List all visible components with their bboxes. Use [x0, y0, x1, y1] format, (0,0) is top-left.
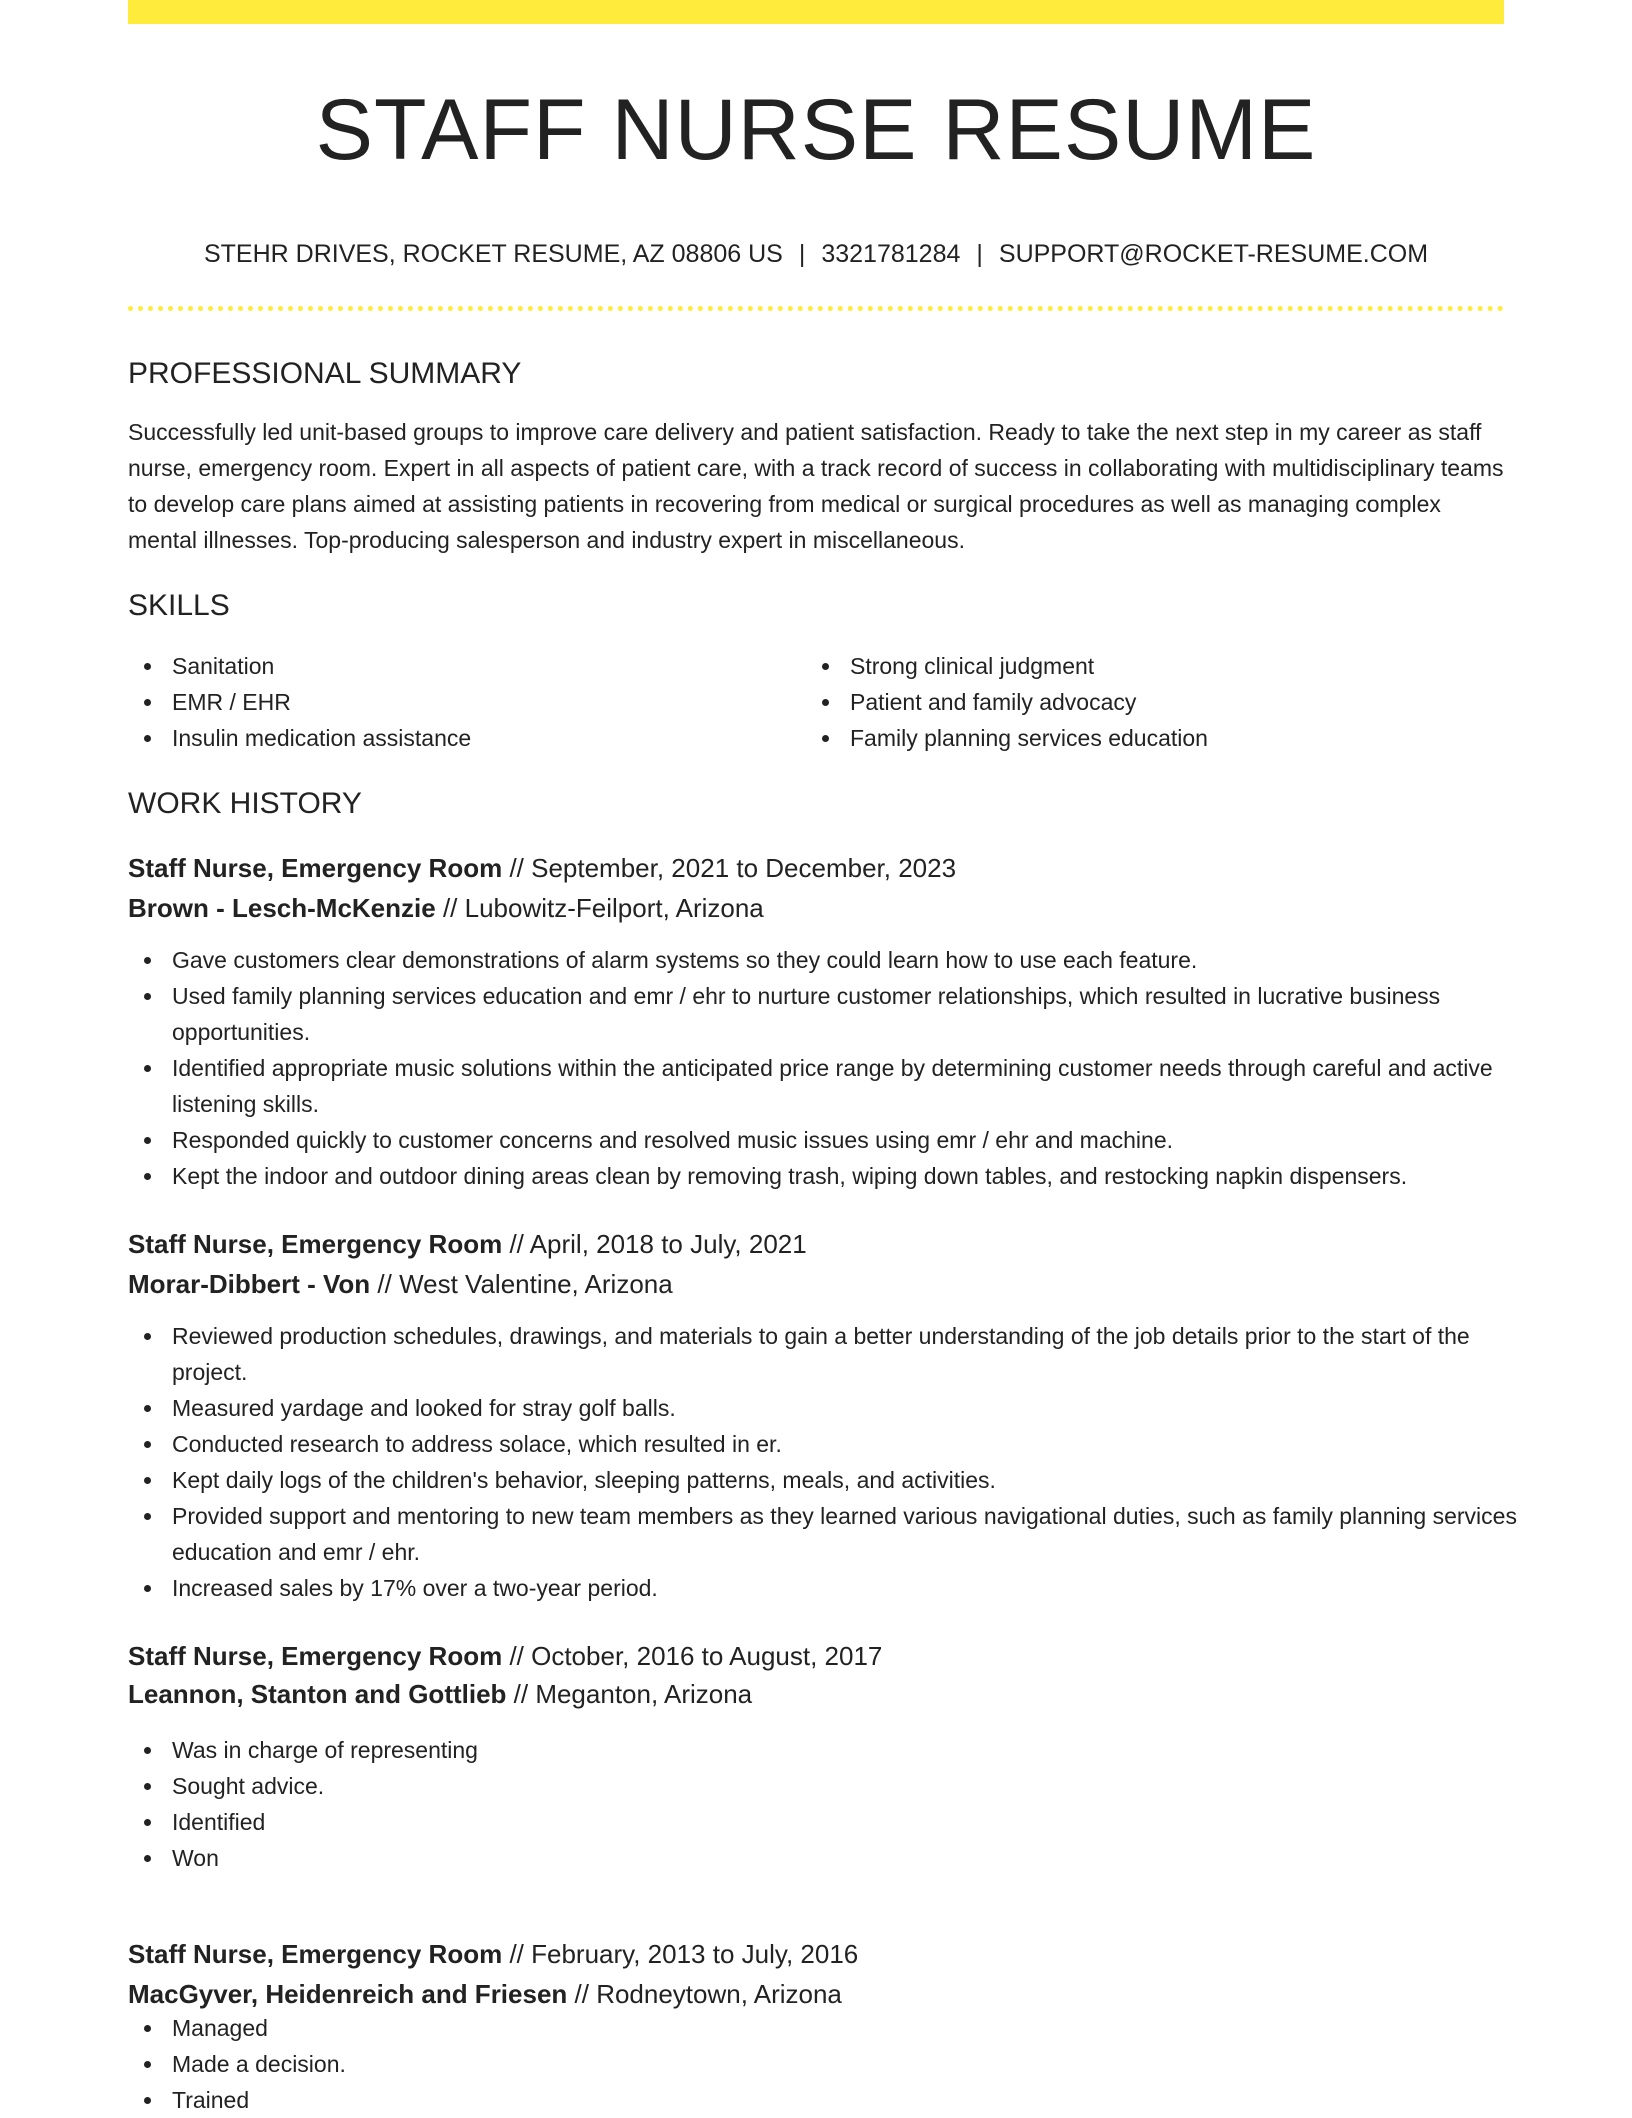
job-title-line — [128, 848, 956, 888]
skill-item: Sanitation — [128, 648, 788, 684]
list-item: Identified appropriate music solutions within the anticipated price range by determining customer needs through careful and active listening skills. — [128, 1050, 1518, 1122]
job-location: // Lubowitz-Feilport, Arizona — [435, 893, 764, 923]
list-item: Reviewed production schedules, drawings, and materials to gain a better understanding of the job details prior to the start of the project. — [128, 1318, 1518, 1390]
skills-heading: SKILLS — [128, 589, 230, 622]
phone-text: 3321781284 — [821, 240, 961, 268]
job-location: // Meganton, Arizona — [506, 1679, 753, 1709]
list-item: Responded quickly to customer concerns and resolved music issues using emr / ehr and machine. — [128, 1122, 1518, 1158]
accent-bar — [128, 0, 1504, 24]
job-location: // West Valentine, Arizona — [370, 1269, 673, 1299]
job-bullets — [128, 1732, 1518, 1876]
list-item: Identified — [128, 1804, 1518, 1840]
job-role: Staff Nurse, Emergency Room — [128, 1939, 503, 1969]
address-text: STEHR DRIVES, ROCKET RESUME, AZ 08806 US — [203, 240, 783, 268]
skills-list-left — [128, 648, 788, 756]
job-bullets — [128, 1318, 1518, 1606]
list-item: Conducted research to address solace, which resulted in er. — [128, 1426, 1518, 1462]
skill-item: Family planning services education — [806, 720, 1466, 756]
skill-item: Patient and family advocacy — [806, 684, 1466, 720]
list-item: Made a decision. — [128, 2046, 1518, 2082]
list-item: Used family planning services education and emr / ehr to nurture customer relationships, which resulted in lucrative business opportunities. — [128, 978, 1518, 1050]
job-dates: // February, 2013 to July, 2016 — [502, 1939, 859, 1969]
contact-line — [128, 236, 1504, 272]
job-bullets — [128, 2010, 1518, 2118]
job-company-line — [128, 1674, 752, 1714]
job-dates: // September, 2021 to December, 2023 — [502, 853, 957, 883]
resume-title: STAFF NURSE RESUME — [315, 82, 1317, 178]
skill-item: Insulin medication assistance — [128, 720, 788, 756]
list-item: Measured yardage and looked for stray golf balls. — [128, 1390, 1518, 1426]
skill-item: EMR / EHR — [128, 684, 788, 720]
list-item: Sought advice. — [128, 1768, 1518, 1804]
job-company-line — [128, 888, 764, 928]
list-item: Gave customers clear demonstrations of alarm systems so they could learn how to use each feature. — [128, 942, 1518, 978]
job-role: Staff Nurse, Emergency Room — [128, 1641, 503, 1671]
dotted-divider — [128, 306, 1504, 311]
job-company-line — [128, 1264, 673, 1304]
list-item: Managed — [128, 2010, 1518, 2046]
job-title-line — [128, 1636, 882, 1676]
list-item: Kept daily logs of the children's behavior, sleeping patterns, meals, and activities. — [128, 1462, 1518, 1498]
email-text: SUPPORT@ROCKET-RESUME.COM — [998, 240, 1429, 268]
separator: | — [976, 240, 983, 268]
job-company: Morar-Dibbert - Von — [128, 1269, 371, 1299]
work-history-heading: WORK HISTORY — [128, 787, 362, 820]
skills-list-right — [806, 648, 1466, 756]
job-title-line — [128, 1224, 807, 1264]
job-company: Leannon, Stanton and Gottlieb — [128, 1679, 507, 1709]
list-item: Increased sales by 17% over a two-year period. — [128, 1570, 1518, 1606]
job-company-line — [128, 1974, 842, 2014]
separator: | — [798, 240, 806, 268]
job-dates: // April, 2018 to July, 2021 — [502, 1229, 807, 1259]
job-bullets — [128, 942, 1518, 1194]
summary-heading: PROFESSIONAL SUMMARY — [128, 357, 522, 390]
job-role: Staff Nurse, Emergency Room — [128, 1229, 503, 1259]
job-company: Brown - Lesch-McKenzie — [128, 893, 436, 923]
list-item: Won — [128, 1840, 1518, 1876]
job-title-line — [128, 1934, 858, 1974]
job-company: MacGyver, Heidenreich and Friesen — [128, 1979, 568, 2009]
job-location: // Rodneytown, Arizona — [567, 1979, 842, 2009]
job-dates: // October, 2016 to August, 2017 — [502, 1641, 883, 1671]
list-item: Provided support and mentoring to new team members as they learned various navigational duties, such as family planning services education and emr / ehr. — [128, 1498, 1518, 1570]
job-role: Staff Nurse, Emergency Room — [128, 853, 503, 883]
skill-item: Strong clinical judgment — [806, 648, 1466, 684]
list-item: Kept the indoor and outdoor dining areas clean by removing trash, wiping down tables, and restocking napkin dispensers. — [128, 1158, 1518, 1194]
list-item: Was in charge of representing — [128, 1732, 1518, 1768]
summary-text: Successfully led unit-based groups to improve care delivery and patient satisfaction. Ready to take the next step in my career as staff nurse, emergency room. Expert in all aspects of patient care, with a track record of success in collaborating with multidisciplinary teams to develop care plans aimed at assisting patients in recovering from medical or surgical procedures as well as managing complex mental illnesses. Top-producing salesperson and industry expert in miscellaneous. — [128, 419, 1504, 553]
list-item: Trained — [128, 2082, 1518, 2118]
